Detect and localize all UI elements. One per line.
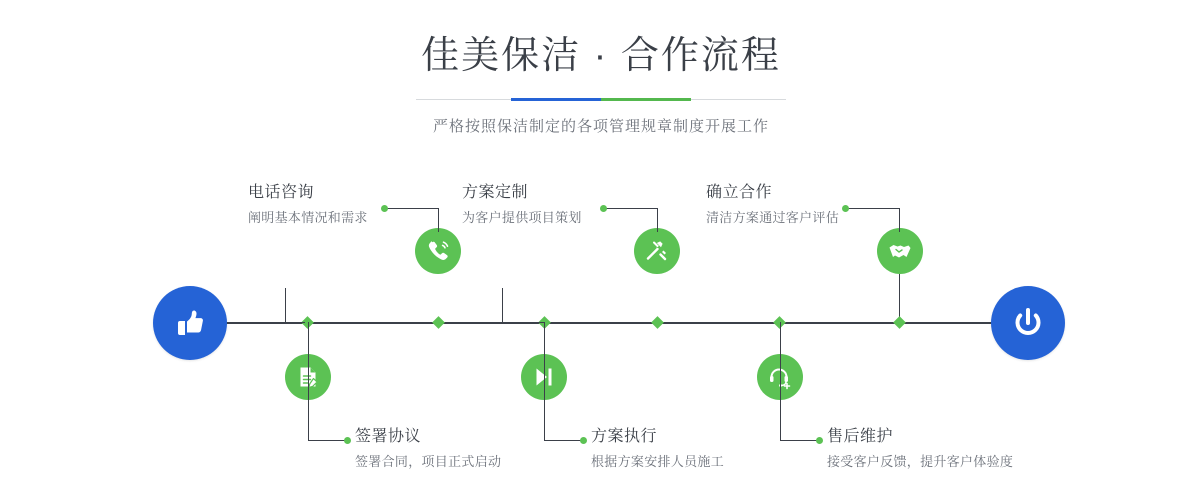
connector-vertical <box>308 322 309 440</box>
step-title: 电话咨询 <box>248 184 315 201</box>
timeline-start-endpoint <box>153 286 227 360</box>
title-divider <box>416 98 786 101</box>
connector-endpoint-dot <box>842 205 849 212</box>
connector-horizontal <box>385 208 439 209</box>
step-title: 确立合作 <box>706 184 773 201</box>
page-subtitle: 严格按照保洁制定的各项管理规章制度开展工作 <box>432 118 769 135</box>
connector-horizontal <box>604 208 658 209</box>
connector-vertical <box>285 288 286 322</box>
step-label-6 <box>827 426 1013 472</box>
connector-vertical <box>502 288 503 322</box>
step-label-4 <box>591 426 724 472</box>
timeline-dot <box>432 316 445 329</box>
connector-endpoint-dot <box>344 437 351 444</box>
connector-vertical <box>780 322 781 440</box>
connector-horizontal <box>780 440 820 441</box>
step-title: 售后维护 <box>827 428 894 445</box>
connector-vertical <box>657 208 658 232</box>
step-desc: 根据方案安排人员施工 <box>591 454 725 469</box>
timeline <box>0 170 1202 500</box>
connector-endpoint-dot <box>381 205 388 212</box>
thumbs-up-icon <box>170 303 210 343</box>
step-desc: 清洁方案通过客户评估 <box>706 210 840 225</box>
step-title: 方案执行 <box>591 428 658 445</box>
connector-endpoint-dot <box>600 205 607 212</box>
connector-vertical <box>544 322 545 440</box>
step-icon-3 <box>634 228 680 274</box>
connector-endpoint-dot <box>580 437 587 444</box>
header <box>0 30 1202 136</box>
timeline-end-endpoint <box>991 286 1065 360</box>
handshake-icon <box>887 238 913 264</box>
divider-segment-green <box>601 98 691 101</box>
step-desc: 签署合同，项目正式启动 <box>355 454 502 469</box>
connector-horizontal <box>502 322 544 323</box>
step-label-5 <box>706 182 839 228</box>
timeline-dot <box>651 316 664 329</box>
timeline-dot <box>893 316 906 329</box>
step-title: 方案定制 <box>462 184 529 201</box>
divider-segment-blue <box>511 98 601 101</box>
connector-vertical <box>899 208 900 232</box>
step-label-2 <box>355 426 501 472</box>
step-icon-5 <box>877 228 923 274</box>
connector-horizontal <box>308 440 348 441</box>
step-desc: 阐明基本情况和需求 <box>248 210 368 225</box>
connector-horizontal <box>285 322 305 323</box>
connector-horizontal <box>846 208 900 209</box>
connector-vertical <box>438 208 439 232</box>
tools-icon <box>644 238 670 264</box>
connector-endpoint-dot <box>816 437 823 444</box>
page-title: 佳美保洁 · 合作流程 <box>421 35 781 77</box>
step-desc: 为客户提供项目策划 <box>462 210 582 225</box>
step-title: 签署协议 <box>355 428 422 445</box>
step-desc: 接受客户反馈，提升客户体验度 <box>827 454 1014 469</box>
connector-horizontal <box>544 440 584 441</box>
power-icon <box>1008 303 1048 343</box>
step-label-3 <box>462 182 582 228</box>
step-label-1 <box>248 182 368 228</box>
phone-icon <box>425 238 451 264</box>
step-icon-1 <box>415 228 461 274</box>
